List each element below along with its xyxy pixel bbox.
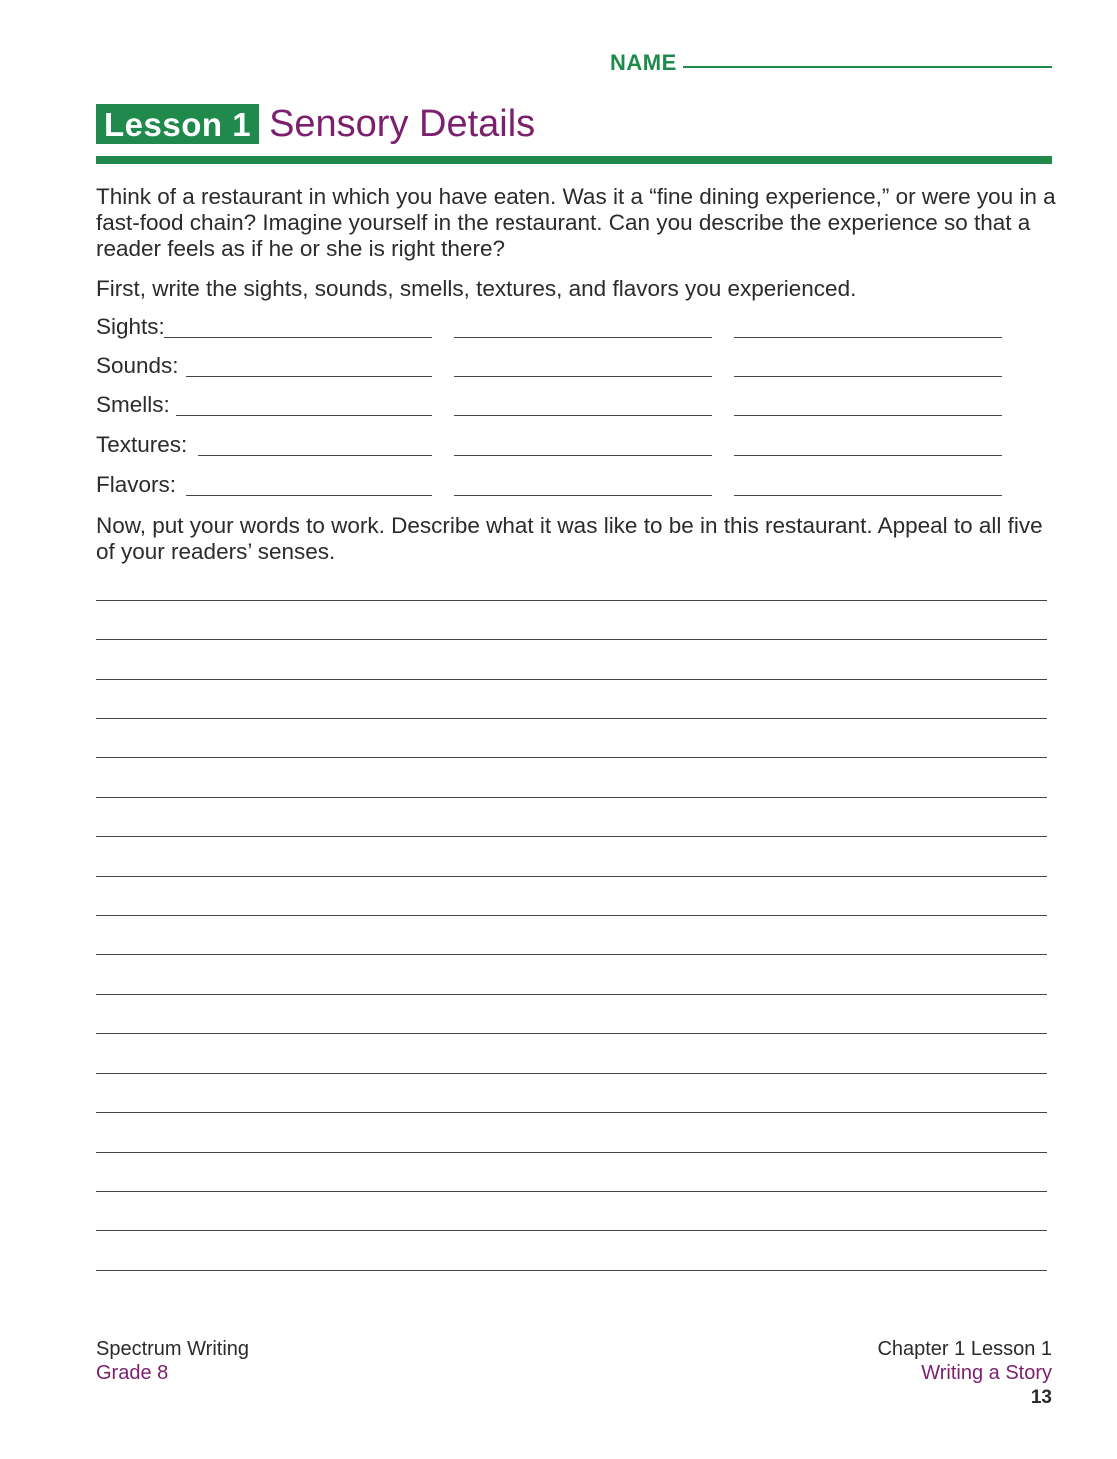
writing-line[interactable]: [96, 994, 1047, 995]
sense-blank[interactable]: [454, 455, 712, 456]
writing-line[interactable]: [96, 1073, 1047, 1074]
writing-line[interactable]: [96, 757, 1047, 758]
writing-line[interactable]: [96, 718, 1047, 719]
writing-line[interactable]: [96, 600, 1047, 601]
chapter-label: Chapter 1 Lesson 1: [877, 1338, 1052, 1360]
writing-line[interactable]: [96, 954, 1047, 955]
lesson-header: [96, 102, 1052, 146]
sense-row-sounds: [96, 351, 1006, 381]
sense-row-smells: [96, 390, 1006, 420]
writing-line[interactable]: [96, 639, 1047, 640]
footer-left: [96, 1337, 249, 1385]
sense-blank[interactable]: [734, 376, 1002, 377]
writing-line[interactable]: [96, 679, 1047, 680]
sense-blank[interactable]: [454, 495, 712, 496]
name-label: NAME: [610, 50, 677, 75]
writing-line[interactable]: [96, 1033, 1047, 1034]
writing-line[interactable]: [96, 1270, 1047, 1271]
writing-line[interactable]: [96, 876, 1047, 877]
writing-line[interactable]: [96, 797, 1047, 798]
writing-line[interactable]: [96, 836, 1047, 837]
sense-row-textures: [96, 430, 1006, 460]
sense-blank[interactable]: [734, 415, 1002, 416]
page-number: 13: [1030, 1387, 1052, 1408]
section-label: Writing a Story: [921, 1362, 1052, 1384]
name-blank-line[interactable]: [683, 66, 1052, 68]
name-field-row: [610, 44, 1052, 76]
sense-blank[interactable]: [164, 337, 432, 338]
sense-label: Flavors:: [96, 472, 177, 497]
sense-row-flavors: [96, 470, 1006, 500]
sense-blank[interactable]: [734, 337, 1002, 338]
sense-blank[interactable]: [186, 495, 432, 496]
writing-line[interactable]: [96, 1112, 1047, 1113]
sense-blank[interactable]: [454, 415, 712, 416]
writing-line[interactable]: [96, 1230, 1047, 1231]
sense-label: Sights:: [96, 314, 165, 339]
sense-blank[interactable]: [454, 376, 712, 377]
sense-blank[interactable]: [734, 455, 1002, 456]
writing-line[interactable]: [96, 915, 1047, 916]
sense-label: Textures:: [96, 432, 188, 457]
sense-blank[interactable]: [186, 376, 432, 377]
header-divider: [96, 156, 1052, 164]
sense-blank[interactable]: [454, 337, 712, 338]
writing-line[interactable]: [96, 1191, 1047, 1192]
lesson-title: Sensory Details: [269, 103, 536, 145]
sense-blank[interactable]: [734, 495, 1002, 496]
grade-label: Grade 8: [96, 1362, 169, 1384]
writing-line[interactable]: [96, 1152, 1047, 1153]
sense-row-sights: [96, 312, 1006, 342]
lesson-badge: Lesson 1: [96, 104, 259, 144]
book-title: Spectrum Writing: [96, 1338, 250, 1360]
footer-right: [877, 1337, 1052, 1411]
sense-blank[interactable]: [176, 415, 432, 416]
instruction-paragraph: First, write the sights, sounds, smells, textures, and flavors you experienced.: [96, 276, 857, 301]
sense-blank[interactable]: [198, 455, 432, 456]
sense-label: Smells:: [96, 392, 170, 417]
sense-label: Sounds:: [96, 353, 179, 378]
writing-prompt: Now, put your words to work. Describe what it was like to be in this restaurant. Appeal to all five of your readers’ senses.: [96, 513, 1043, 564]
intro-paragraph: Think of a restaurant in which you have eaten. Was it a “fine dining experience,” or were you in a fast-food chain? Imagine yourself in the restaurant. Can you describe the experience so that a reader feels as if he or she is right there?: [96, 184, 1056, 261]
